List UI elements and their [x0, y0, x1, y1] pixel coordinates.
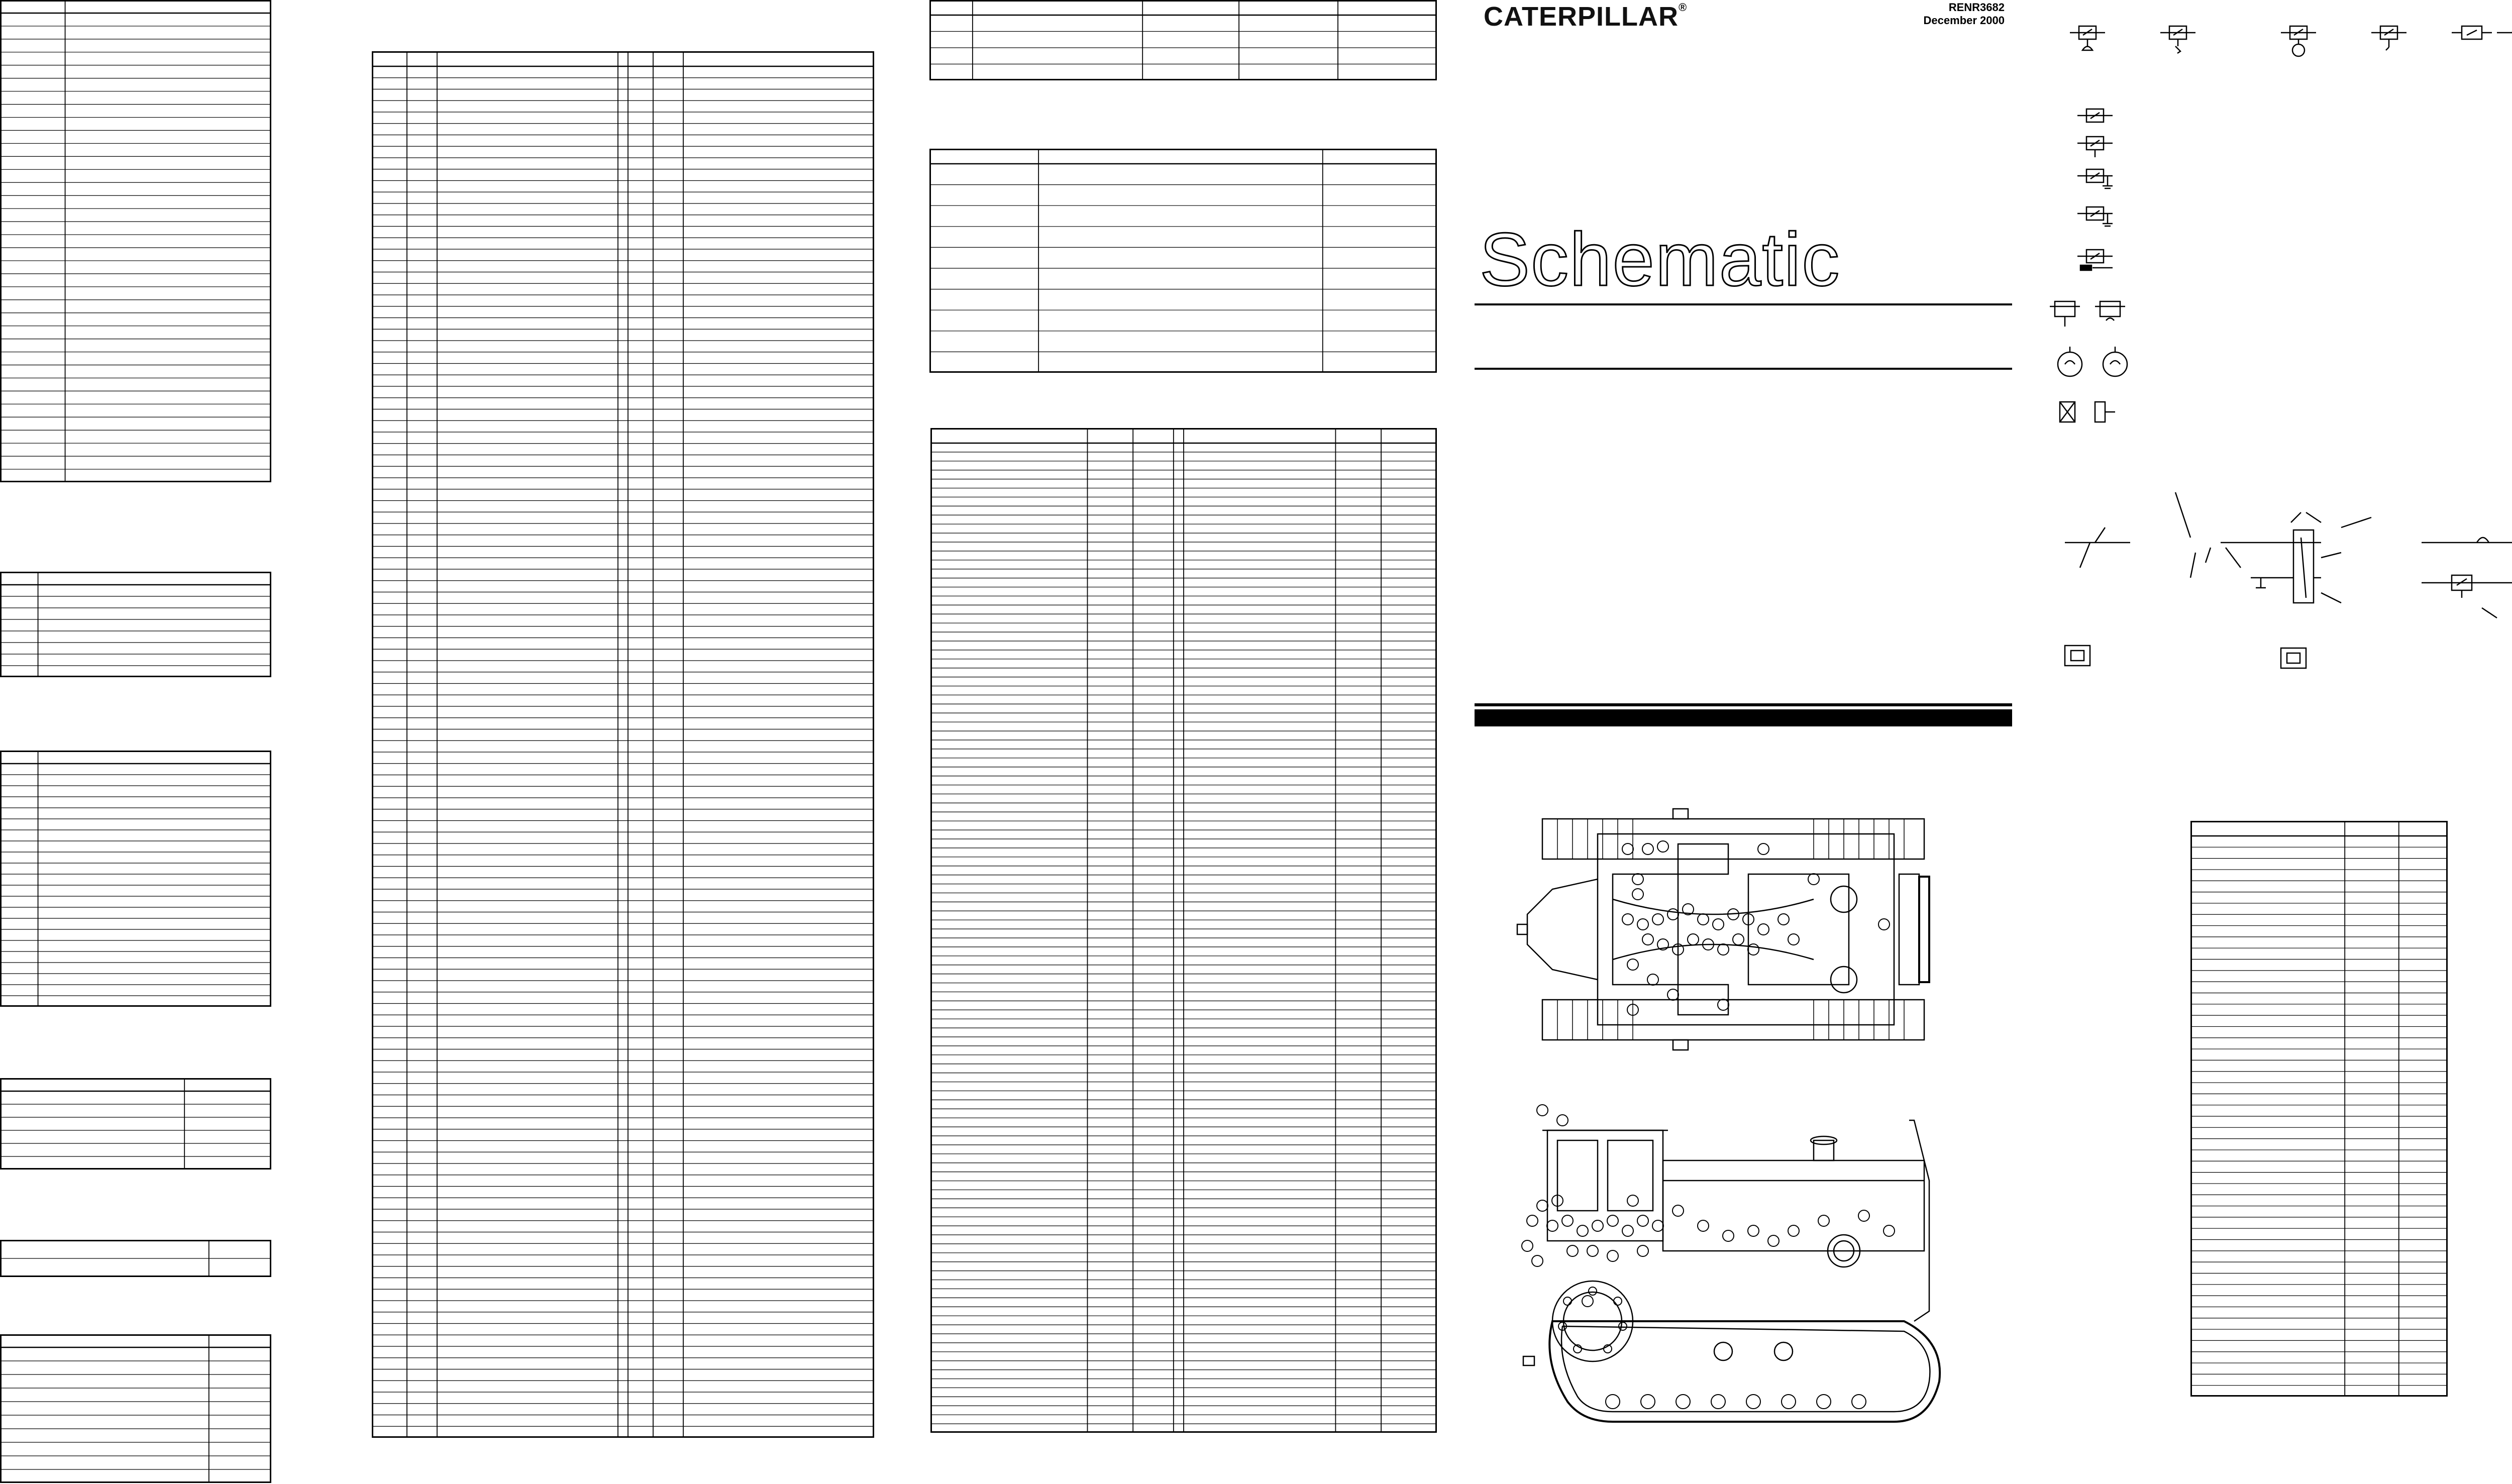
table-border	[373, 52, 874, 1437]
relay-symbol-icon	[2065, 646, 2090, 666]
section-bar-thick	[1475, 709, 2012, 726]
top-small-table	[929, 0, 1437, 80]
left-table-4	[0, 1078, 271, 1170]
left-table-1	[0, 0, 271, 482]
connector-table	[372, 51, 874, 1438]
table-border	[1, 1, 271, 482]
switch-symbol-icon	[2371, 26, 2406, 50]
sensor-symbol-icon	[2058, 347, 2127, 376]
table-border	[930, 1, 1436, 80]
page-title: Schematic	[1480, 217, 1841, 301]
document-date: December 2000	[1923, 14, 2005, 27]
document-id-block	[1884, 1, 2005, 27]
symbol-legend	[2040, 15, 2512, 718]
switch-symbol-icon	[2077, 169, 2113, 188]
title-rule-top	[1475, 303, 2012, 305]
right-table	[2190, 821, 2448, 1397]
mid-table	[929, 149, 1437, 373]
relay-symbol-icon	[2050, 301, 2125, 327]
table-border	[2191, 822, 2447, 1396]
machine-side-view	[1512, 1100, 1954, 1432]
left-table-6	[0, 1334, 271, 1483]
switch-symbol-icon	[2077, 250, 2113, 270]
title-rule-bottom	[1475, 368, 2012, 370]
switch-symbol-icon	[2077, 109, 2113, 122]
machine-top-view	[1512, 799, 1954, 1060]
component-table	[930, 428, 1437, 1433]
switch-symbol-icon	[2070, 26, 2105, 50]
caterpillar-logo: CATERPILLAR®	[1484, 1, 1688, 32]
table-border	[1, 1335, 271, 1482]
table-border	[1, 573, 271, 677]
table-border	[930, 150, 1436, 372]
table-border	[1, 1079, 271, 1169]
left-table-2	[0, 572, 271, 677]
section-bar-thin	[1475, 703, 2012, 706]
switch-symbol-icon	[2160, 26, 2195, 53]
wiring-callout-diagram	[2065, 492, 2512, 618]
left-table-5	[0, 1240, 271, 1277]
switch-symbol-icon	[2077, 137, 2113, 157]
document-number: RENR3682	[1948, 1, 2005, 14]
switch-symbol-icon	[2281, 26, 2316, 56]
switch-symbol-icon	[2452, 26, 2512, 39]
switch-symbol-icon	[2077, 207, 2113, 226]
left-table-3	[0, 751, 271, 1007]
table-border	[1, 752, 271, 1006]
relay-symbol-icon	[2281, 648, 2306, 668]
solenoid-symbol-icon	[2060, 402, 2115, 422]
